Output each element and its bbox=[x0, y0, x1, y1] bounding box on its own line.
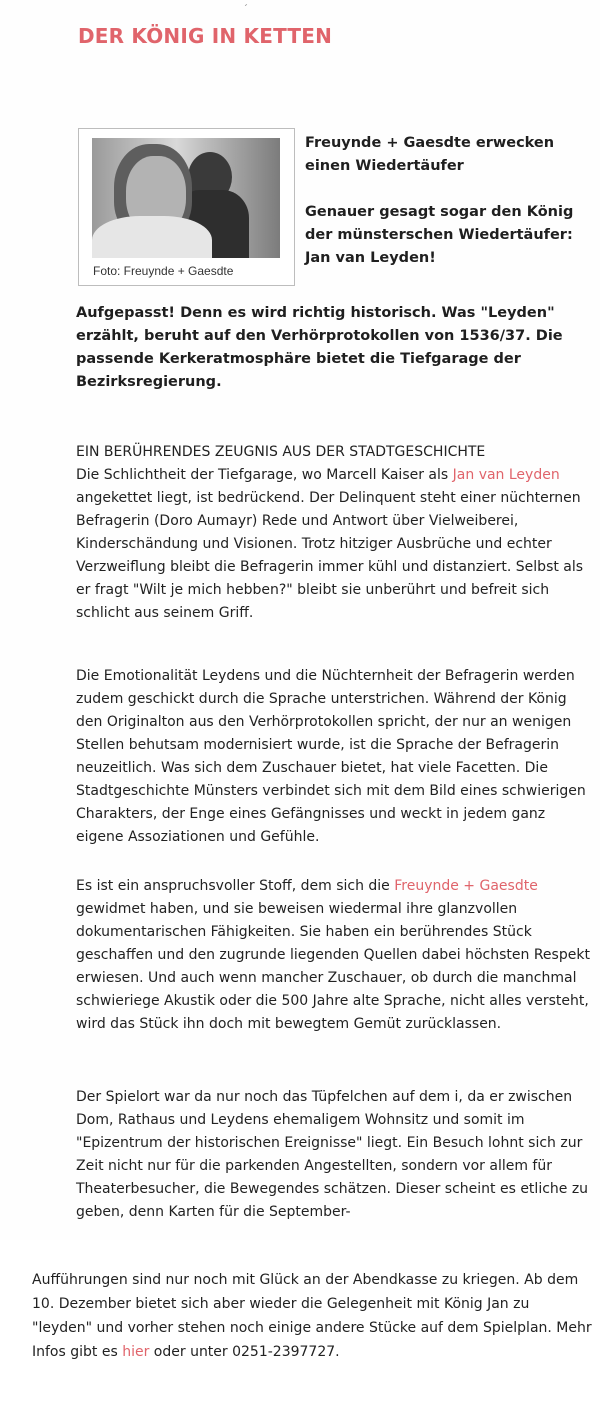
paragraph-1-text-b: angekettet liegt, ist bedrückend. Der Delinquent steht einer nüchternen Befragerin (Doro Aumayr) Rede und Antwort über Vielweiberei, Kinderschändung und Visionen. Trotz hitziger Ausbrüche und echter Verzweiflung bleibt die Befragerin immer kühl und distanziert. Selbst als er fragt "Wilt je mich hebben?" bleibt sie unberührt und befreit sich schlicht aus seinem Griff. bbox=[76, 490, 584, 621]
teaser-line-2: Genauer gesagt sogar den König der münsterschen Wiedertäufer: Jan van Leyden! bbox=[305, 204, 574, 266]
jan-van-leyden-link[interactable]: Jan van Leyden bbox=[452, 467, 560, 483]
photo-caption: Foto: Freuynde + Gaesdte bbox=[93, 264, 234, 278]
continuation-text-b: oder unter 0251-2397727. bbox=[149, 1344, 340, 1360]
teaser-line-1: Freuynde + Gaesdte erwecken einen Wiedertäufer bbox=[305, 135, 555, 174]
article-photo bbox=[92, 138, 280, 258]
paragraph-3-text-b: gewidmet haben, und sie beweisen wiedermal ihre glanzvollen dokumentarischen Fähigkeiten. Sie haben ein berührendes Stück geschaffen und den zugrunde liegenden Quellen dabei höchsten Respekt erwiesen. Und auch wenn mancher Zuschauer, ob durch die manchmal schwieriege Akustik oder die 500 Jahre alte Sprache, nicht alles versteht, wird das Stück ihn doch mit bewegtem Gemüt zurücklassen. bbox=[76, 901, 590, 1032]
photo-frame bbox=[78, 128, 295, 286]
teaser bbox=[305, 132, 590, 270]
paragraph-3-text-a: Es ist ein anspruchsvoller Stoff, dem sich die bbox=[76, 878, 395, 894]
paragraph-3 bbox=[76, 875, 596, 1036]
paragraph-2 bbox=[76, 665, 596, 849]
intro-paragraph bbox=[76, 302, 596, 394]
paragraph-1-text-a: Die Schlichtheit der Tiefgarage, wo Marcell Kaiser als bbox=[76, 467, 453, 483]
paragraph-2-text: Die Emotionalität Leydens und die Nüchternheit der Befragerin werden zudem geschickt durch die Sprache unterstrichen. Während der König den Originalton aus den Verhörprotokollen spricht, der nur an wenigen Stellen behutsam modernisiert wurde, ist die Sprache der Befragerin neuzeitlich. Was sich dem Zuschauer bietet, hat viele Facetten. Die Stadtgeschichte Münsters verbindet sich mit dem Bild eines schwierigen Charakters, der Enge eines Gefängnisses und weckt in jedem ganz eigene Assoziationen und Gefühle. bbox=[76, 668, 586, 845]
continuation-paragraph bbox=[32, 1268, 592, 1364]
paragraph-4-text: Der Spielort war da nur noch das Tüpfelchen auf dem i, da er zwischen Dom, Rathaus und Leydens ehemaligem Wohnsitz und somit im "Epizentrum der historischen Ereignisse" liegt. Ein Besuch lohnt sich zur Zeit nicht nur für die parkenden Angestellten, sondern vor allem für Theaterbesucher, die Bewegendes schätzen. Dieser scheint es etliche zu geben, denn Karten für die September- bbox=[76, 1089, 589, 1220]
scan-mark: ´ bbox=[243, 4, 248, 15]
intro-text: Aufgepasst! Denn es wird richtig historisch. Was "Leyden" erzählt, beruht auf den Verhörprotokollen von 1536/37. Die passende Kerkeratmosphäre bietet die Tiefgarage der Bezirksregierung. bbox=[76, 305, 563, 390]
section-heading: EIN BERÜHRENDES ZEUGNIS AUS DER STADTGESCHICHTE bbox=[76, 444, 486, 460]
article-title: DER KÖNIG IN KETTEN bbox=[78, 24, 333, 48]
paragraph-1 bbox=[76, 464, 596, 625]
hier-link[interactable]: hier bbox=[122, 1344, 150, 1360]
freuynde-gaesdte-link[interactable]: Freuynde + Gaesdte bbox=[394, 878, 538, 894]
paragraph-4 bbox=[76, 1086, 596, 1224]
continuation-text-a: Aufführungen sind nur noch mit Glück an der Abendkasse zu kriegen. Ab dem 10. Dezember bietet sich aber wieder die Gelegenheit mit König Jan zu "leyden" und vorher stehen noch einige andere Stücke auf dem Spielplan. Mehr Infos gibt es bbox=[32, 1272, 592, 1360]
